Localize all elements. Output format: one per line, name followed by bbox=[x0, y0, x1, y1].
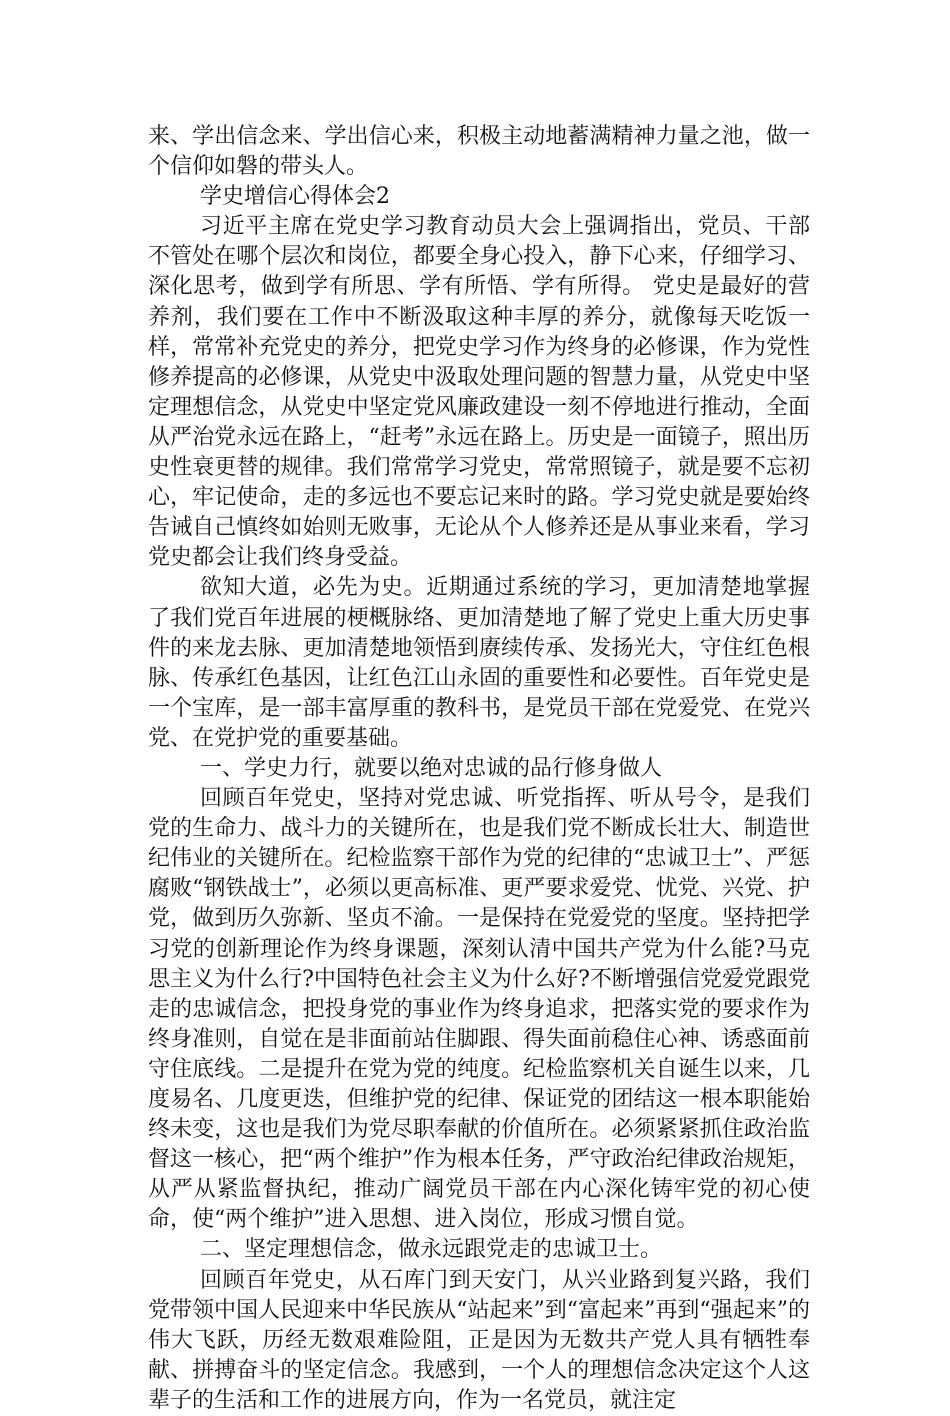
section-title: 学史增信心得体会2 bbox=[200, 184, 390, 210]
section-heading: 二、坚定理想信念，做永远跟党走的忠诚卫士。 bbox=[200, 1237, 663, 1263]
paragraph: 欲知大道，必先为史。近期通过系统的学习，更加清楚地掌握了我们党百年进展的梗概脉络、更加清楚地了解了党史上重大历史事件的来龙去脉、更加清楚地领悟到赓续传承、发扬光大，守住红色根脉、传承红色基因，让红色江山永固的重要性和必要性。百年党史是一个宝库，是一部丰富厚重的教科书，是党员干部在党爱党、在党兴党、在党护党的重要基础。 bbox=[148, 575, 810, 751]
document-body bbox=[148, 122, 810, 1416]
section-heading: 一、学史力行，就要以绝对忠诚的品行修身做人 bbox=[200, 755, 663, 781]
paragraph: 习近平主席在党史学习教育动员大会上强调指出，党员、干部不管处在哪个层次和岗位，都要全身心投入，静下心来，仔细学习、深化思考，做到学有所思、学有所悟、学有所得。 党史是最好的营养剂，我们要在工作中不断汲取这种丰厚的养分，就像每天吃饭一样，常常补充党史的养分，把党史学习作为终身的必修课，作为党性修养提高的必修课，从党史中汲取处理问题的智慧力量，从党史中坚定理想信念，从党史中坚定党风廉政建设一刻不停地进行推动，全面从严治党永远在路上，“赶考”永远在路上。历史是一面镜子，照出历史性衰更替的规律。我们常常学习党史，常常照镜子，就是要不忘初心，牢记使命，走的多远也不要忘记来时的路。学习党史就是要始终告诫自己慎终如始则无败事，无论从个人修养还是从事业来看，学习党史都会让我们终身受益。 bbox=[148, 214, 810, 571]
paragraph-continuation: 来、学出信念来、学出信心来，积极主动地蓄满精神力量之池，做一个信仰如磐的带头人。 bbox=[148, 124, 810, 180]
paragraph: 回顾百年党史，从石库门到天安门，从兴业路到复兴路，我们党带领中国人民迎来中华民族从“站起来”到“富起来”再到“强起来”的伟大飞跃，历经无数艰难险阻，正是因为无数共产党人具有牺牲奉献、拼搏奋斗的坚定信念。我感到，一个人的理想信念决定这个人这辈子的生活和工作的进展方向，作为一名党员，就注定 bbox=[148, 1267, 810, 1413]
paragraph: 回顾百年党史，坚持对党忠诚、听党指挥、听从号令，是我们党的生命力、战斗力的关键所在，也是我们党不断成长壮大、制造世纪伟业的关键所在。纪检监察干部作为党的纪律的“忠诚卫士”、严惩腐败“钢铁战士”，必须以更高标准、更严要求爱党、忧党、兴党、护党，做到历久弥新、坚贞不渝。一是保持在党爱党的坚度。坚持把学习党的创新理论作为终身课题，深刻认清中国共产党为什么能?马克思主义为什么行?中国特色社会主义为什么好?不断增强信党爱党跟党走的忠诚信念，把投身党的事业作为终身追求，把落实党的要求作为终身准则，自觉在是非面前站住脚跟、得失面前稳住心神、诱惑面前守住底线。二是提升在党为党的纯度。纪检监察机关自诞生以来，几度易名、几度更迭，但维护党的纪律、保证党的团结这一根本职能始终未变，这也是我们为党尽职奉献的价值所在。必须紧紧抓住政治监督这一核心，把“两个维护”作为根本任务，严守政治纪律政治规矩，从严从紧监督执纪，推动广阔党员干部在内心深化铸牢党的初心使命，使“两个维护”进入思想、进入岗位，形成习惯自觉。 bbox=[148, 786, 810, 1233]
